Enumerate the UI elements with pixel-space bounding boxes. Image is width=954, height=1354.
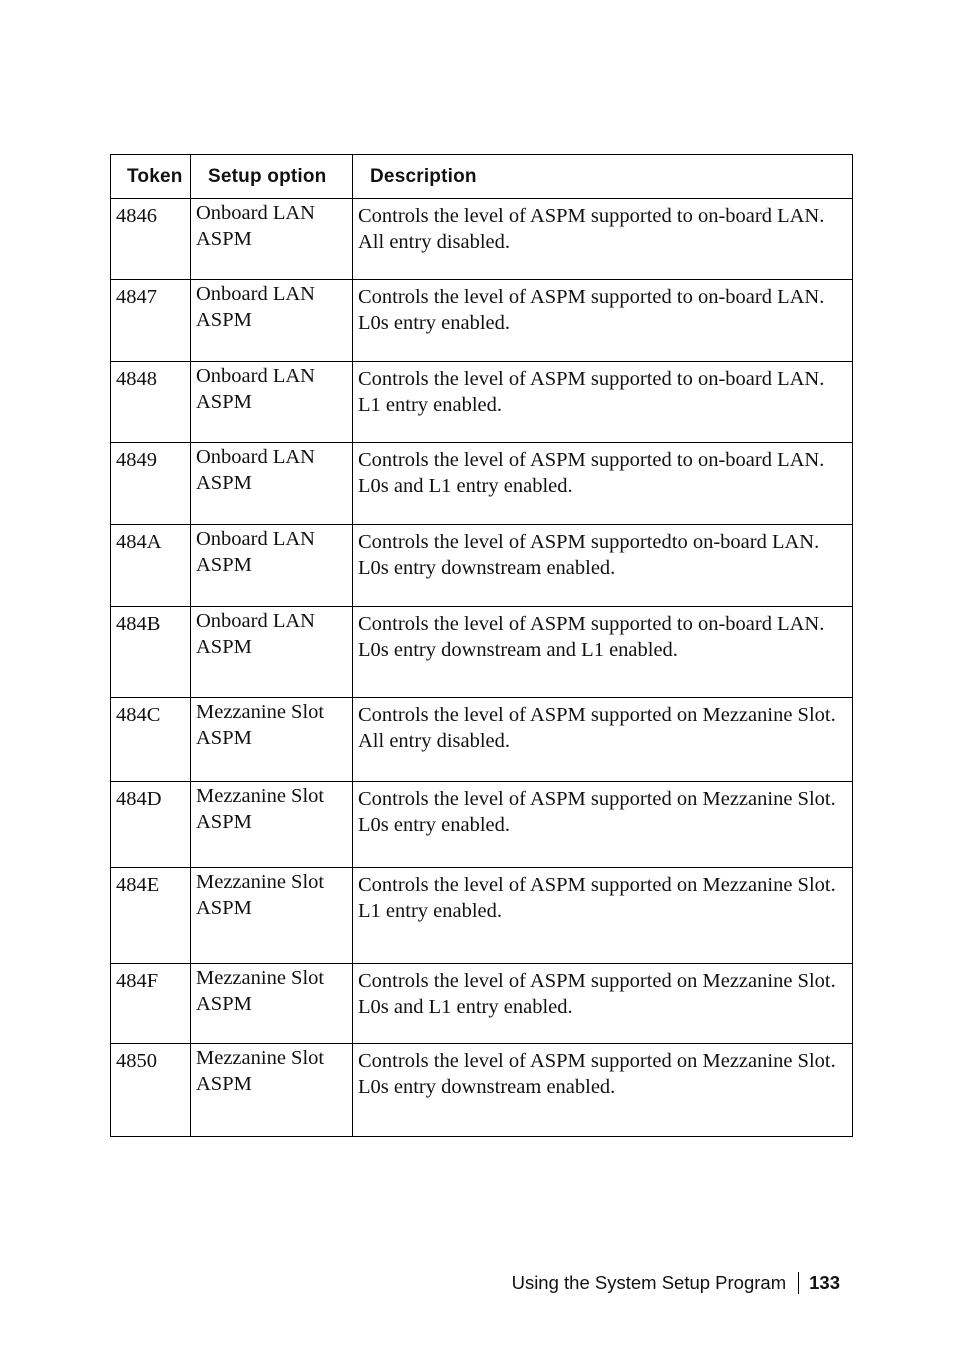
setup-option-cell xyxy=(191,525,353,607)
setup-option-cell xyxy=(191,280,353,362)
setup-option-line: ASPM xyxy=(196,471,252,494)
token-cell: 484B xyxy=(111,607,191,698)
description-line: Controls the level of ASPM supported on Mezzanine Slot. xyxy=(358,788,836,810)
token-table xyxy=(110,154,853,1137)
description-line: L0s entry downstream enabled. xyxy=(358,1075,616,1098)
description-line: L0s entry downstream enabled. xyxy=(358,556,616,579)
setup-option-line: Onboard LAN xyxy=(196,528,315,550)
table-row xyxy=(111,868,853,964)
table-row xyxy=(111,698,853,782)
setup-option-cell xyxy=(191,868,353,964)
setup-option-cell xyxy=(191,362,353,443)
token-cell: 484C xyxy=(111,698,191,782)
description-line: L0s and L1 entry enabled. xyxy=(358,474,573,497)
setup-option-line: Mezzanine Slot xyxy=(196,701,325,723)
setup-option-cell xyxy=(191,964,353,1044)
description-cell xyxy=(353,199,853,280)
description-line: Controls the level of ASPM supported on Mezzanine Slot. xyxy=(358,874,836,896)
token-cell: 4849 xyxy=(111,443,191,525)
setup-option-cell xyxy=(191,199,353,280)
table-row xyxy=(111,362,853,443)
setup-option-line: ASPM xyxy=(196,726,252,749)
table-row xyxy=(111,525,853,607)
table-row xyxy=(111,1044,853,1137)
header-row xyxy=(111,155,853,199)
header-token: Token xyxy=(111,155,191,199)
page-footer xyxy=(512,1272,840,1294)
table-row xyxy=(111,199,853,280)
table-body xyxy=(111,199,853,1137)
setup-option-line: ASPM xyxy=(196,227,252,250)
description-line: All entry disabled. xyxy=(358,230,511,253)
setup-option-line: Onboard LAN xyxy=(196,202,315,224)
description-cell xyxy=(353,607,853,698)
footer-section-title: Using the System Setup Program xyxy=(511,1272,787,1293)
footer-separator xyxy=(798,1272,799,1294)
setup-option-cell xyxy=(191,1044,353,1137)
table-row xyxy=(111,964,853,1044)
setup-option-cell xyxy=(191,698,353,782)
token-cell: 4847 xyxy=(111,280,191,362)
description-line: L0s entry enabled. xyxy=(358,311,510,334)
token-cell: 4850 xyxy=(111,1044,191,1137)
description-cell xyxy=(353,868,853,964)
setup-option-line: Onboard LAN xyxy=(196,365,315,387)
description-line: Controls the level of ASPM supportedto on-board LAN. xyxy=(358,531,820,553)
token-cell: 4848 xyxy=(111,362,191,443)
description-cell xyxy=(353,443,853,525)
description-line: L0s entry downstream and L1 enabled. xyxy=(358,638,678,661)
description-cell xyxy=(353,280,853,362)
table-row xyxy=(111,607,853,698)
description-line: L1 entry enabled. xyxy=(358,393,503,416)
description-cell xyxy=(353,525,853,607)
description-line: Controls the level of ASPM supported to on-board LAN. xyxy=(358,368,825,390)
setup-option-line: Onboard LAN xyxy=(196,283,315,305)
description-line: Controls the level of ASPM supported to on-board LAN. xyxy=(358,613,825,635)
description-cell xyxy=(353,698,853,782)
token-cell: 484D xyxy=(111,782,191,868)
description-line: Controls the level of ASPM supported to on-board LAN. xyxy=(358,286,825,308)
description-line: L0s and L1 entry enabled. xyxy=(358,995,573,1018)
table-row xyxy=(111,443,853,525)
setup-option-line: ASPM xyxy=(196,553,252,576)
token-cell: 484E xyxy=(111,868,191,964)
setup-option-line: Mezzanine Slot xyxy=(196,967,325,989)
description-line: Controls the level of ASPM supported to on-board LAN. xyxy=(358,205,825,227)
setup-option-line: Mezzanine Slot xyxy=(196,1047,325,1069)
setup-option-line: Mezzanine Slot xyxy=(196,785,325,807)
setup-option-line: ASPM xyxy=(196,308,252,331)
setup-option-cell xyxy=(191,782,353,868)
header-setup-option: Setup option xyxy=(191,155,353,199)
description-line: L0s entry enabled. xyxy=(358,813,510,836)
setup-option-line: ASPM xyxy=(196,1072,252,1095)
page-number: 133 xyxy=(809,1272,840,1293)
setup-option-line: Onboard LAN xyxy=(196,610,315,632)
setup-option-line: ASPM xyxy=(196,810,252,833)
table-header xyxy=(111,155,853,199)
setup-option-line: Mezzanine Slot xyxy=(196,871,325,893)
description-cell xyxy=(353,782,853,868)
description-cell xyxy=(353,1044,853,1137)
token-cell: 484A xyxy=(111,525,191,607)
description-line: Controls the level of ASPM supported on Mezzanine Slot. xyxy=(358,1050,836,1072)
setup-option-line: ASPM xyxy=(196,896,252,919)
table-row xyxy=(111,782,853,868)
token-cell: 484F xyxy=(111,964,191,1044)
description-line: Controls the level of ASPM supported to on-board LAN. xyxy=(358,449,825,471)
setup-option-cell xyxy=(191,607,353,698)
description-line: All entry disabled. xyxy=(358,729,511,752)
setup-option-line: ASPM xyxy=(196,635,252,658)
setup-option-line: Onboard LAN xyxy=(196,446,315,468)
description-cell xyxy=(353,964,853,1044)
token-cell: 4846 xyxy=(111,199,191,280)
setup-option-cell xyxy=(191,443,353,525)
header-description: Description xyxy=(353,155,853,199)
description-line: Controls the level of ASPM supported on Mezzanine Slot. xyxy=(358,970,836,992)
description-cell xyxy=(353,362,853,443)
table-row xyxy=(111,280,853,362)
description-line: L1 entry enabled. xyxy=(358,899,503,922)
setup-option-line: ASPM xyxy=(196,390,252,413)
setup-option-line: ASPM xyxy=(196,992,252,1015)
description-line: Controls the level of ASPM supported on Mezzanine Slot. xyxy=(358,704,836,726)
